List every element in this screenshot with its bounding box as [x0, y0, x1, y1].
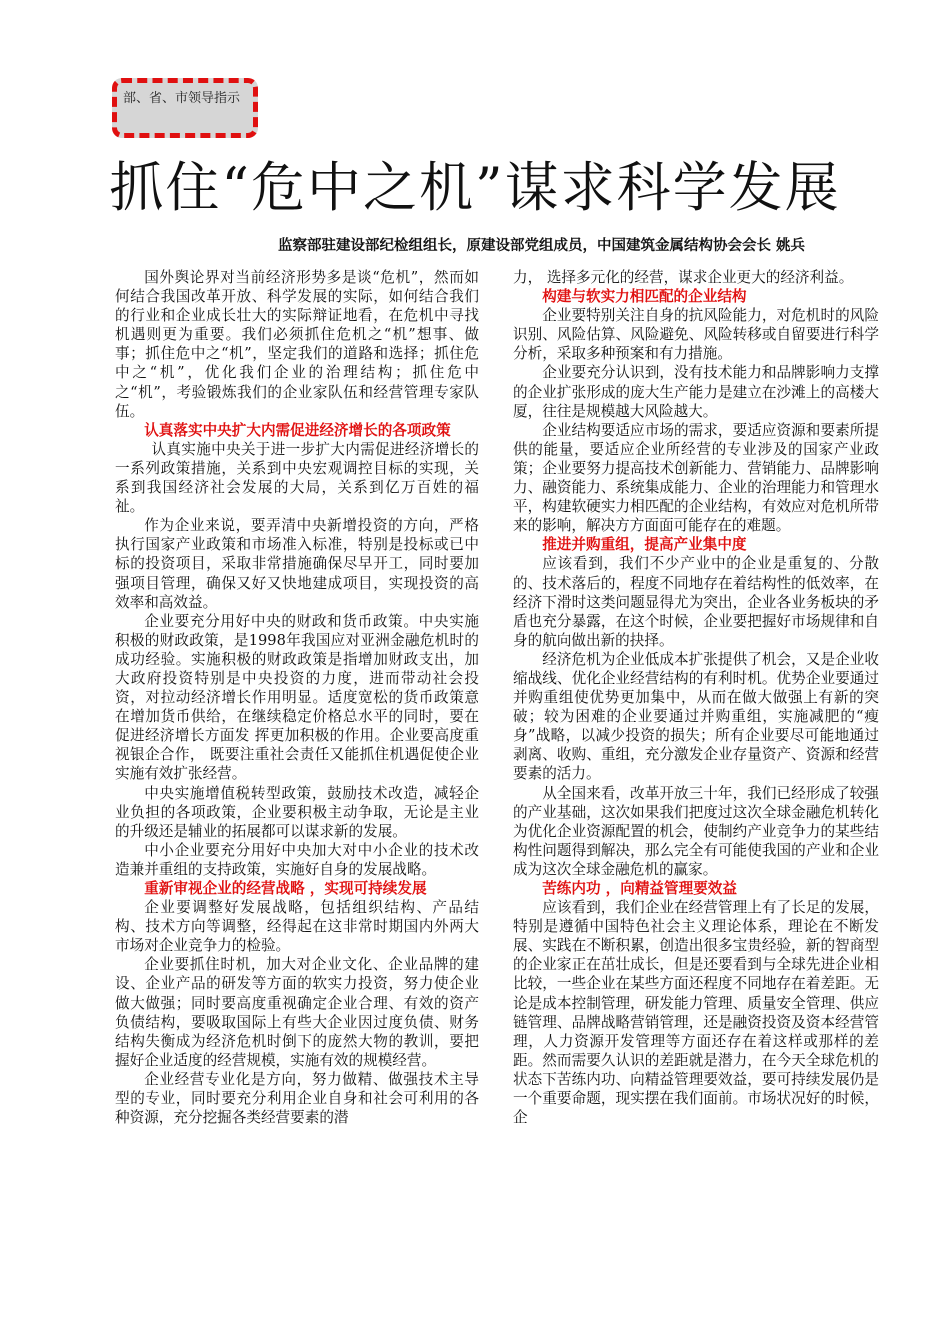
paragraph: 企业要调整好发展战略，包括组织结构、产品结构、技术方向等调整，经得起在这非常时期国内外两大市场对企业竞争力的检验。 — [115, 899, 479, 955]
paragraph: 企业要充分认识到，没有技术能力和品牌影响力支撑的企业扩张形成的庞大生产能力是建立在沙滩上的高楼大厦，往往是规模越大风险越大。 — [513, 364, 879, 420]
article-title: 抓住“危中之机”谋求科学发展 — [109, 156, 841, 219]
section-heading: 认真落实中央扩大内需促进经济增长的各项政策 — [144, 421, 451, 439]
paragraph: 力， 选择多元化的经营，谋求企业更大的经济利益。 — [513, 269, 854, 286]
paragraph: 企业要特别关注自身的抗风险能力，对危机时的风险识别、风险估算、风险避免、风险转移或自留要进行科学分析，采取多种预案和有力措施。 — [513, 307, 879, 363]
paragraph: 作为企业来说，要弄清中央新增投资的方向，严格执行国家产业政策和市场准入标准，特别是投标或已中标的投资项目，采取非常措施确保尽早开工，同时要加强项目管理，确保又好又快地建成项目，实现投资的高效率和高效益。 — [115, 517, 479, 611]
paragraph: 国外舆论界对当前经济形势多是谈“危机”，然而如何结合我国改革开放、科学发展的实际，如何结合我们的行业和企业成长壮大的实际辩证地看，在危机中寻找机遇则更为重要。我们必须抓住危机之“机”想事、做事；抓住危中之“机”，坚定我们的道路和选择；抓住危中之“机”，优化我们企业的治理结构；抓住危中之“机”，考验锻炼我们的企业家队伍和经营管理专家队伍。 — [115, 269, 479, 420]
section-heading: 重新审视企业的经营战略 ，实现可持续发展 — [144, 880, 427, 897]
category-tag — [112, 78, 258, 138]
category-tag-label: 部、省、市领导指示 — [123, 91, 241, 106]
section-heading: 构建与软实力相匹配的企业结构 — [542, 288, 747, 306]
paragraph: 应该看到，我们企业在经营管理上有了长足的发展，特别是遵循中国特色社会主义理论体系，理论在不断发展、实践在不断积累，创造出很多宝贵经验，新的智商型的企业家正在茁壮成长，但是还要看到与全球先进企业相比较，一些企业在某些方面还程度不同地存在着差距。无论是成本控制管理，研发能力管理、质量安全管理、供应链管理、品牌战略营销管理，还是融资投资及资本经营管 理，人力资源开发管理等方面还存在着这样或那样的差距。然而需要久认识的差距就是潜力，在今天全球危机的状态下苦练内功、向精益管理要效益，要可持续发展仍是一个重要命题，现实摆在我们面前。市场状况好的时候，企 — [513, 899, 879, 1127]
paragraph: 企业要充分用好中央的财政和货币政策。中央实施积极的财政政策，是1998年我国应对亚洲金融危机时的成功经验。实施积极的财政政策是指增加财政支出，加大政府投资特别是中央投资的力度，进而带动社会投资，对拉动经济增长作用明显。适度宽松的货币政策意在增加货币供给，在继续稳定价格总水平的同时，要在促进经济增长方面发 挥更加积极的作用。企业要高度重视银企合作， 既要注重社会责任又能抓住机遇促使企业实施有效扩张经营。 — [115, 612, 479, 783]
paragraph: 经济危机为企业低成本扩张提供了机会，又是企业收缩战线、优化企业经营结构的有利时机。优势企业要通过并购重组使优势更加集中，从而在做大做强上有新的突破；较为困难的企业要通过并购重组，实施减肥的“瘦身”战略，以减少投资的损失；所有企业要尽可能地通过剥离、收购、重组，充分激发企业存量资产、资源和经营要素的活力。 — [513, 650, 879, 783]
paragraph: 中央实施增值税转型政策，鼓励技术改造，减轻企业负担的各项政策，企业要积极主动争取，无论是主业的升级还是辅业的拓展都可以谋求新的发展。 — [115, 784, 479, 840]
section-heading: 推进并购重组，提高产业集中度 — [542, 536, 747, 554]
paragraph: 企业经营专业化是方向，努力做精、做强技术主导型的专业，同时要充分利用企业自身和社会可利用的各种资源，充分挖掘各类经营要素的潜 — [115, 1070, 479, 1127]
author-byline: 监察部驻建设部纪检组组长，原建设部党组成员，中国建筑金属结构协会会长 姚兵 — [277, 237, 805, 254]
left-column — [115, 268, 479, 1278]
paragraph: 认真实施中央关于进一步扩大内需促进经济增长的一系列政策措施，关系到中央宏观调控目标的实现，关系到我国经济社会发展的大局，关系到亿万百姓的福祉。 — [115, 440, 479, 516]
right-column — [513, 268, 879, 1278]
section-heading: 苦练内功 ，向精益管理要效益 — [542, 880, 737, 897]
paragraph: 企业要抓住时机，加大对企业文化、企业品牌的建设、企业产品的研发等方面的软实力投资，努力使企业做大做强；同时要高度重视确定企业合理、有效的资产负债结构，要吸取国际上有些大企业因过度负债、财务结构失衡成为经济危机时倒下的庞然大物的教训，要把握好企业适度的经营规模，实施有效的规模经营。 — [115, 956, 479, 1069]
paragraph: 应该看到，我们不少产业中的企业是重复的、分散的、技术落后的，程度不同地存在着结构性的低效率，在经济下滑时这类问题显得尤为突出，企业各业务板块的矛盾也充分暴露，在这个时候，企业要把握好市场规律和自身的航向做出新的抉择。 — [513, 555, 879, 649]
paragraph: 企业结构要适应市场的需求，要适应资源和要素所提供的能量，要适应企业所经营的专业涉及的国家产业政策；企业要努力提高技术创新能力、营销能力、品牌影响力、融资能力、系统集成能力、企业的治理能力和管理水平，构建软硬实力相匹配的企业结构，有效应对危机所带来的影响，解决方方面面可能存在的难题。 — [513, 421, 879, 535]
paragraph: 从全国来看，改革开放三十年，我们已经形成了较强的产业基础，这次如果我们把度过这次全球金融危机转化为优化企业资源配置的机会，使制约产业竞争力的某些结构性问题得到解决，那么完全有可能使我国的产业和企业成为这次全球金融危机的赢家。 — [513, 784, 879, 878]
paragraph: 中小企业要充分用好中央加大对中小企业的技术改造兼并重组的支持政策，实施好自身的发展战略。 — [115, 841, 479, 878]
